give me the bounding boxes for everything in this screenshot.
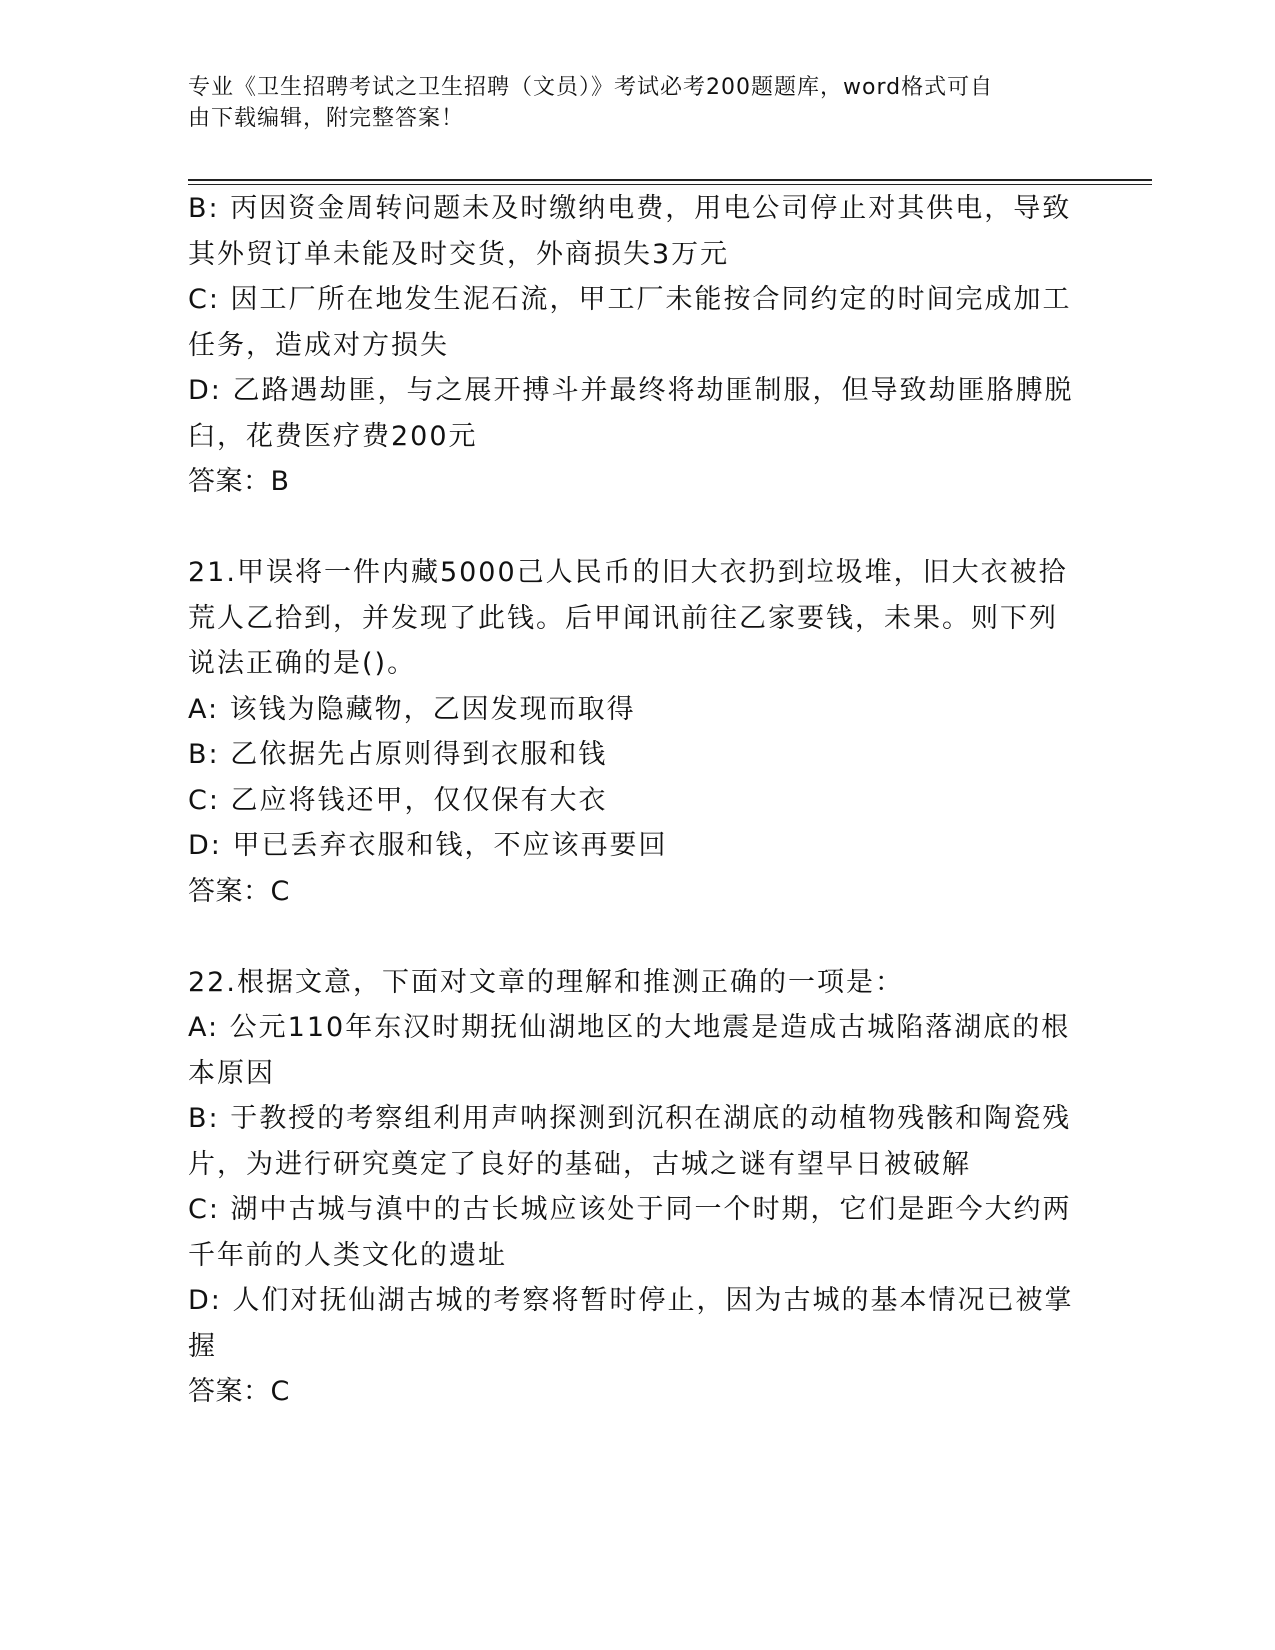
q21-option-b: B: 乙依据先占原则得到衣服和钱 [188, 739, 608, 770]
q21-option-d: D: 甲已丢弃衣服和钱，不应该再要回 [188, 830, 668, 861]
q20-option-c-line-1: C: 因工厂所在地发生泥石流，甲工厂未能按合同约定的时间完成加工 [188, 284, 1072, 315]
q22-option-d-line-1: D: 人们对抚仙湖古城的考察将暂时停止，因为古城的基本情况已被掌 [188, 1285, 1074, 1316]
question-22 [188, 960, 1078, 1415]
document-body [188, 186, 1078, 1415]
q22-option-a-line-1: A: 公元110年东汉时期抚仙湖地区的大地震是造成古城陷落湖底的根 [188, 1012, 1071, 1043]
q22-answer: 答案：C [188, 1376, 290, 1407]
q22-option-d-line-2: 握 [188, 1330, 217, 1362]
header-divider-thick [188, 179, 1152, 181]
q21-stem-line-2: 荒人乙拾到，并发现了此钱。后甲闻讯前往乙家要钱，未果。则下列 [188, 602, 1058, 634]
q21-option-c: C: 乙应将钱还甲，仅仅保有大衣 [188, 784, 608, 816]
q21-stem-line-1: 21.甲误将一件内藏5000己人民币的旧大衣扔到垃圾堆，旧大衣被拾 [188, 557, 1068, 588]
q21-answer: 答案：C [188, 875, 290, 907]
q21-option-a: A: 该钱为隐藏物，乙因发现而取得 [188, 693, 636, 725]
q20-option-b-line-2: 其外贸订单未能及时交货，外商损失3万元 [188, 238, 730, 270]
question-21 [188, 550, 1078, 914]
q22-option-b-line-1: B: 于教授的考察组利用声呐探测到沉积在湖底的动植物残骸和陶瓷残 [188, 1103, 1072, 1134]
header-divider-thin [188, 184, 1152, 185]
q22-option-c-line-2: 千年前的人类文化的遗址 [188, 1239, 507, 1271]
q21-stem-line-3: 说法正确的是()。 [188, 648, 417, 679]
q22-option-a-line-2: 本原因 [188, 1057, 275, 1089]
q22-stem: 22.根据文意，下面对文章的理解和推测正确的一项是： [188, 966, 904, 998]
spacer [188, 505, 1078, 551]
q20-option-d-line-2: 臼，花费医疗费200元 [188, 420, 478, 452]
q20-option-d-line-1: D: 乙路遇劫匪，与之展开搏斗并最终将劫匪制服，但导致劫匪胳膊脱 [188, 375, 1074, 406]
q20-answer: 答案：B [188, 466, 290, 497]
header-line-2: 由下载编辑，附完整答案！ [188, 106, 465, 131]
document-header [188, 72, 1068, 134]
q22-option-b-line-2: 片，为进行研究奠定了良好的基础，古城之谜有望早日被破解 [188, 1148, 971, 1180]
question-20-continued [188, 186, 1078, 505]
spacer [188, 914, 1078, 960]
header-line-1: 专业《卫生招聘考试之卫生招聘（文员）》考试必考200题题库，word格式可自 [188, 75, 994, 100]
q22-option-c-line-1: C: 湖中古城与滇中的古长城应该处于同一个时期，它们是距今大约两 [188, 1194, 1072, 1225]
q20-option-b-line-1: B: 丙因资金周转问题未及时缴纳电费，用电公司停止对其供电，导致 [188, 193, 1072, 224]
q20-option-c-line-2: 任务，造成对方损失 [188, 329, 449, 361]
